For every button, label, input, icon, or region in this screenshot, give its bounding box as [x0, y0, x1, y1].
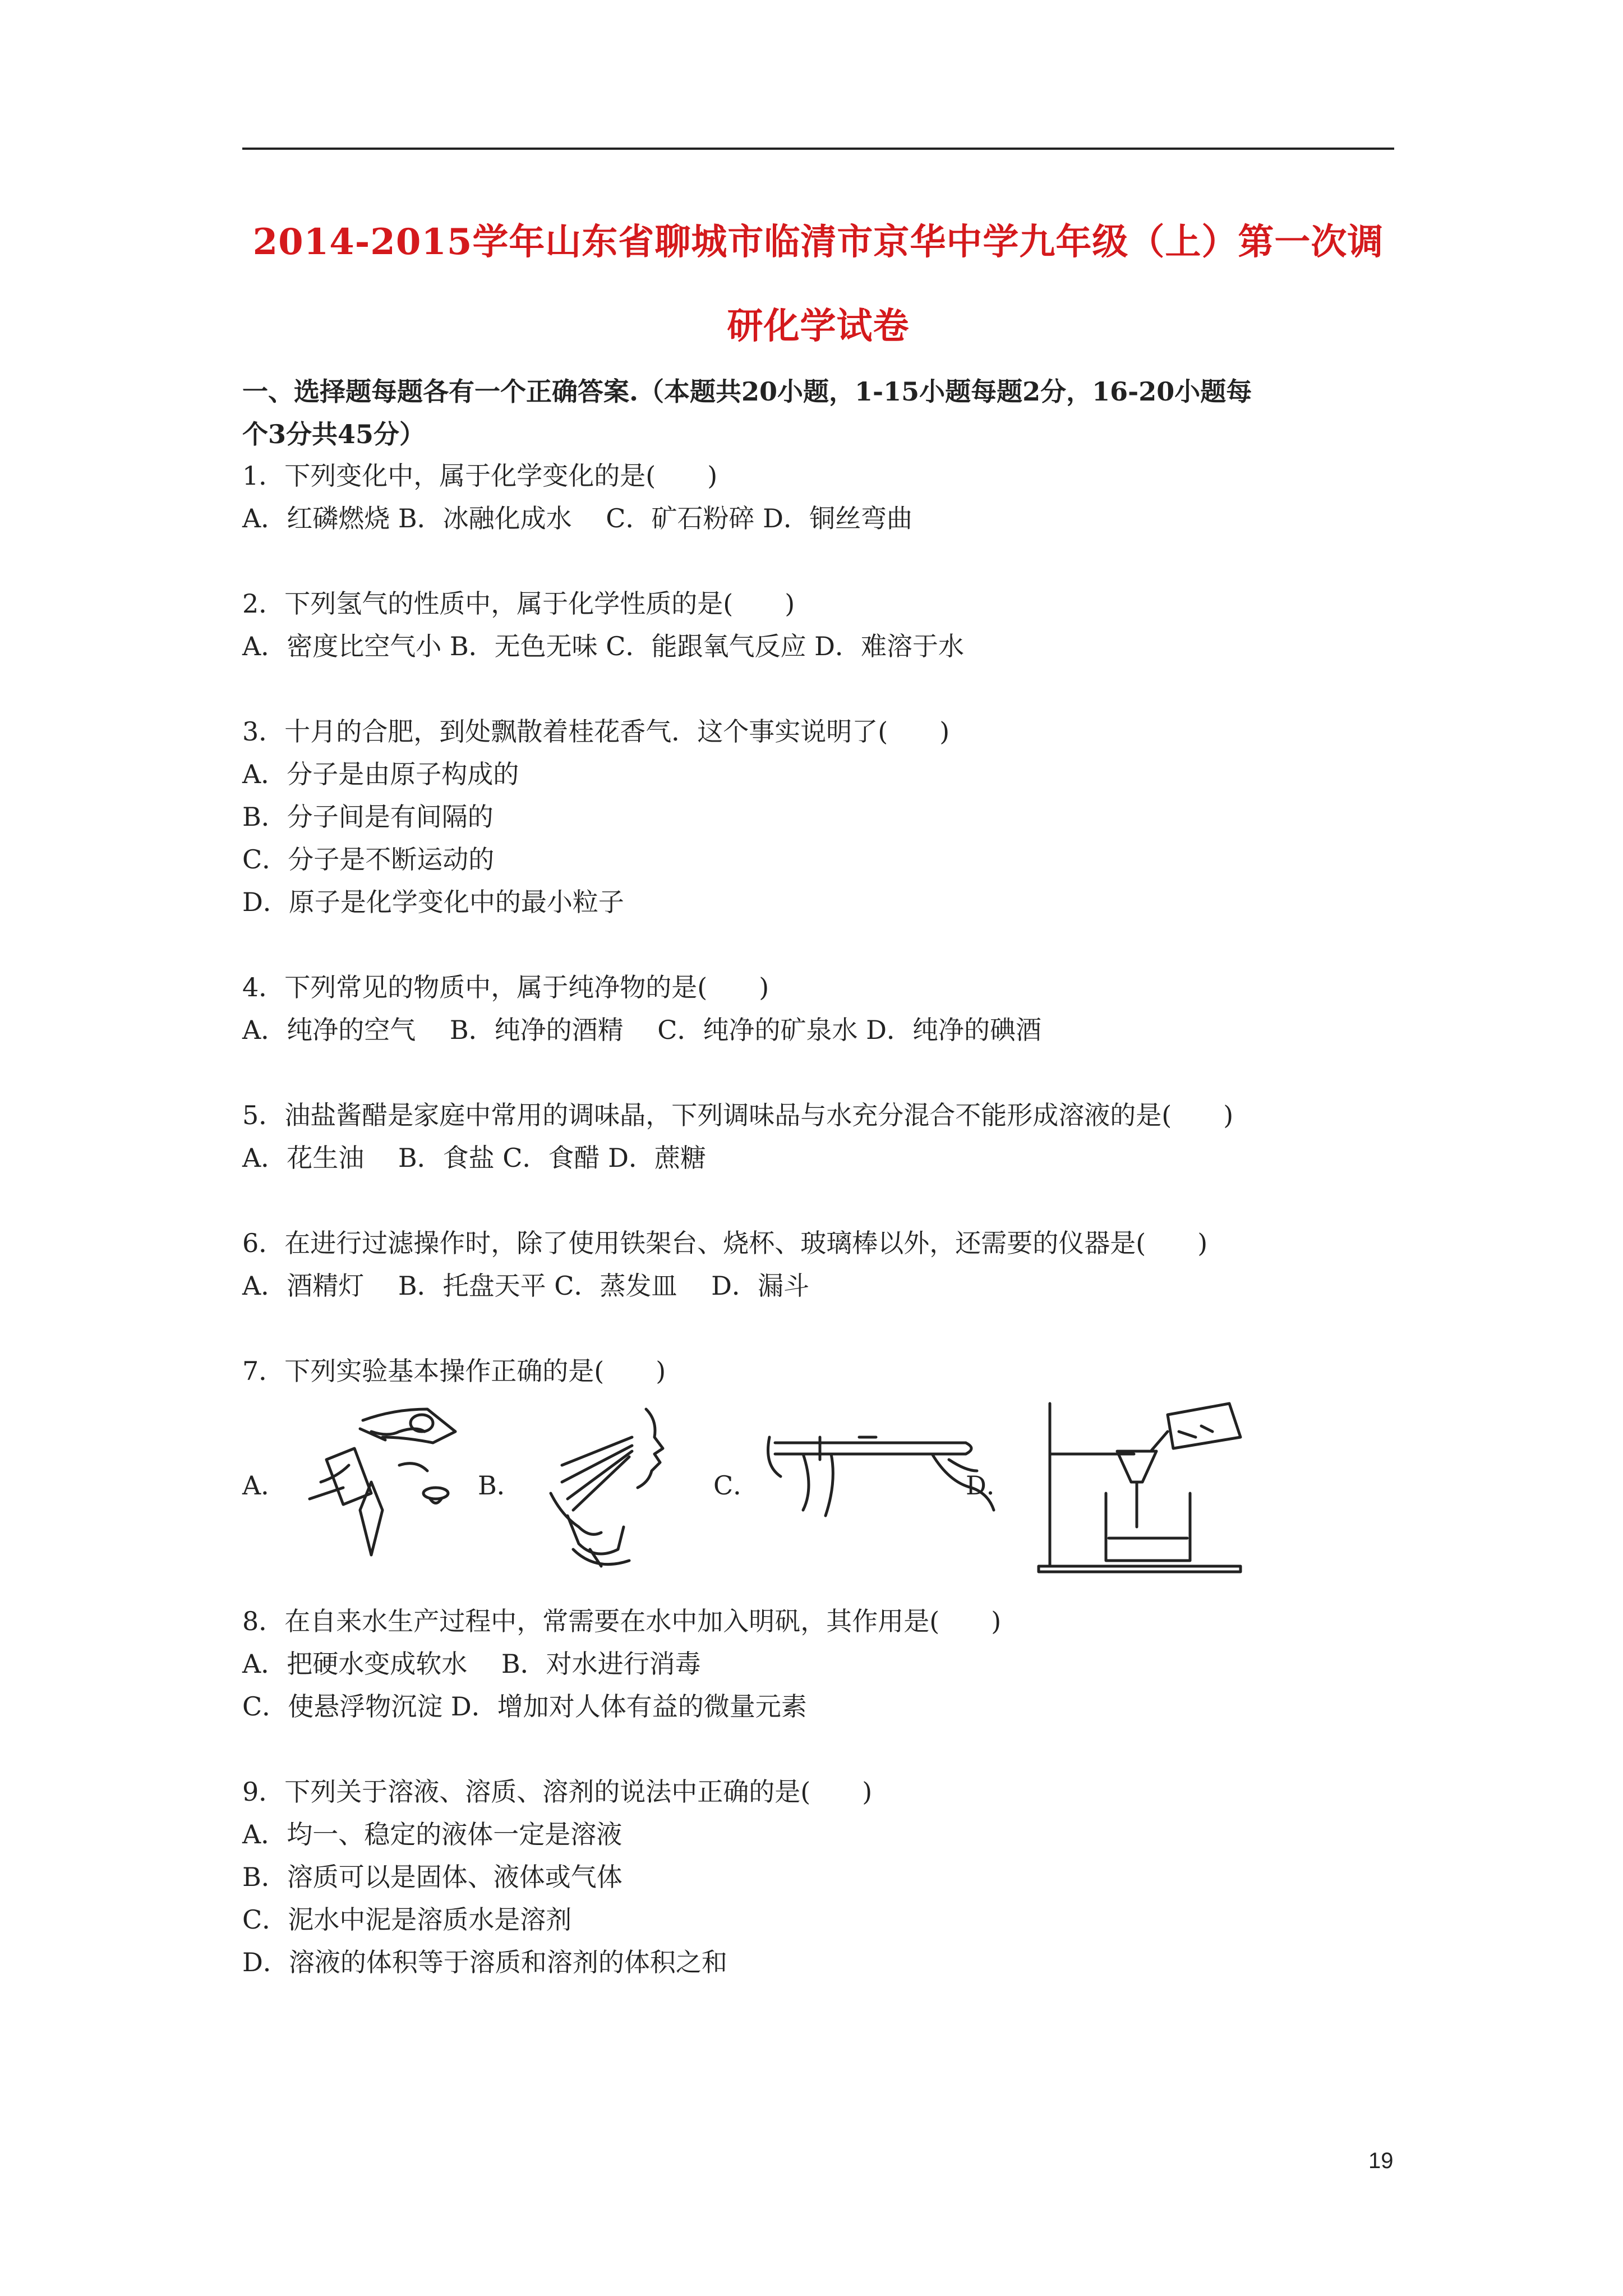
question-8 — [242, 1600, 1394, 1728]
figure-label-a: A． — [242, 1470, 287, 1501]
question-1 — [242, 454, 1394, 540]
question-option: A．把硬水变成软水 B．对水进行消毒 — [242, 1649, 701, 1679]
question-stem: 5．油盐酱醋是家庭中常用的调味晶，下列调味品与水充分混合不能形成溶液的是( ) — [242, 1100, 1234, 1130]
question-option: D．溶液的体积等于溶质和溶剂的体积之和 — [242, 1947, 727, 1977]
question-stem: 3．十月的合肥，到处飘散着桂花香气．这个事实说明了( ) — [242, 716, 950, 747]
question-option: A．花生油 B．食盐 C．食醋 D．蔗糖 — [242, 1143, 706, 1173]
question-stem: 8．在自来水生产过程中，常需要在水中加入明矾，其作用是( ) — [242, 1606, 1002, 1636]
question-option: A．红磷燃烧 B．冰融化成水 C．矿石粉碎 D．铜丝弯曲 — [242, 503, 912, 533]
question-4 — [242, 966, 1394, 1051]
question-option: A．密度比空气小 B．无色无味 C．能跟氧气反应 D．难溶于水 — [242, 631, 964, 661]
pouring-liquid-figure — [287, 1398, 472, 1566]
question-option: A．酒精灯 B．托盘天平 C．蒸发皿 D．漏斗 — [242, 1271, 809, 1301]
question-option: A．均一、稳定的液体一定是溶液 — [242, 1819, 623, 1849]
figure-label-b: B． — [478, 1470, 523, 1501]
question-list — [242, 454, 1394, 1984]
figure-label-c: C． — [713, 1470, 759, 1501]
question-7 — [242, 1350, 1394, 1577]
figure-label-d: D． — [966, 1470, 1012, 1501]
smelling-gas-figure — [517, 1398, 702, 1577]
question-option: A．分子是由原子构成的 — [242, 759, 519, 789]
question-3 — [242, 710, 1394, 923]
question-option: D．原子是化学变化中的最小粒子 — [242, 887, 624, 917]
question-option: B．溶质可以是固体、液体或气体 — [242, 1862, 623, 1892]
question-option: C．使悬浮物沉淀 D．增加对人体有益的微量元素 — [242, 1691, 807, 1722]
question-option: C．分子是不断运动的 — [242, 844, 495, 875]
question-5 — [242, 1094, 1394, 1179]
section-heading — [242, 370, 1394, 455]
question-option: A．纯净的空气 B．纯净的酒精 C．纯净的矿泉水 D．纯净的碘酒 — [242, 1015, 1041, 1045]
page-title-line2: 研化学试卷 — [727, 305, 910, 347]
header-rule — [242, 148, 1394, 150]
question-9 — [242, 1770, 1394, 1984]
question-stem: 6．在进行过滤操作时，除了使用铁架台、烧杯、玻璃棒以外，还需要的仪器是( ) — [242, 1228, 1208, 1258]
question-stem: 7．下列实验基本操作正确的是( ) — [242, 1356, 666, 1386]
page-title-line1: 2014-2015学年山东省聊城市临清市京华中学九年级（上）第一次调 — [252, 221, 1384, 263]
question-6 — [242, 1222, 1394, 1307]
question-2 — [242, 582, 1394, 668]
question-option: B．分子间是有间隔的 — [242, 802, 494, 832]
section-heading-line2: 个3分共45分） — [242, 419, 426, 449]
question-stem: 2．下列氢气的性质中，属于化学性质的是( ) — [242, 588, 795, 619]
question-stem: 1．下列变化中，属于化学变化的是( ) — [242, 461, 718, 491]
question-option: C．泥水中泥是溶质水是溶剂 — [242, 1904, 572, 1935]
page-number: 19 — [1368, 2148, 1394, 2173]
section-heading-line1: 一、选择题每题各有一个正确答案.（本题共20小题，1-15小题每题2分，16-20小题每 — [242, 376, 1252, 407]
question-stem: 9．下列关于溶液、溶质、溶剂的说法中正确的是( ) — [242, 1777, 873, 1807]
figure-row — [242, 1398, 1394, 1577]
filtration-figure — [1027, 1398, 1274, 1577]
question-stem: 4．下列常见的物质中，属于纯净物的是( ) — [242, 972, 769, 1002]
